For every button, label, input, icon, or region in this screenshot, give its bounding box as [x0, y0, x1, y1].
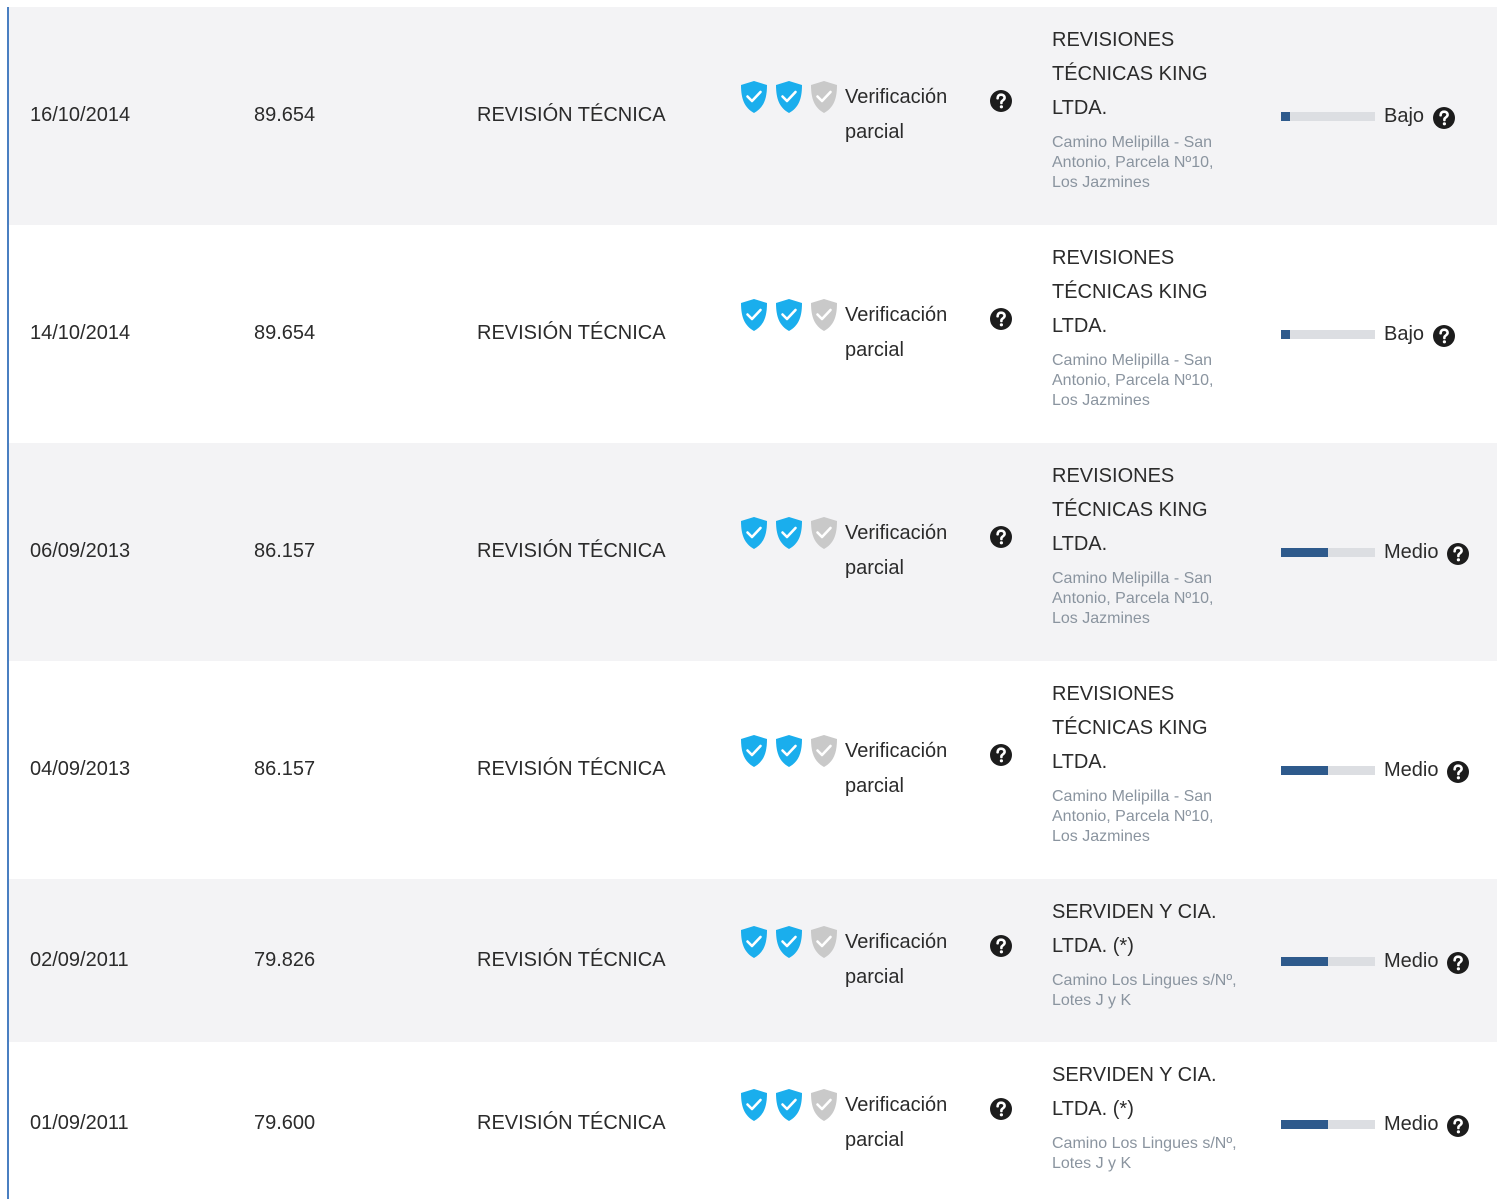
- shield-check-icon-unverified: [809, 734, 839, 768]
- company-cell: [1052, 1058, 1242, 1174]
- inspection-type-cell: REVISIÓN TÉCNICA: [477, 758, 666, 780]
- company-address: Camino Melipilla - San Antonio, Parcela Nº10, Los Jazmines: [1052, 570, 1214, 627]
- shield-check-icon-verified: [739, 734, 769, 768]
- risk-level-label: Medio: [1384, 758, 1439, 781]
- risk-level-bar: [1281, 1120, 1375, 1129]
- risk-level-bar: [1281, 112, 1375, 121]
- risk-level: [1281, 102, 1456, 130]
- risk-help-icon[interactable]: [1446, 1114, 1470, 1138]
- company-cell: [1052, 895, 1242, 1011]
- mileage-cell: 86.157: [254, 540, 316, 562]
- shield-check-icon-verified: [774, 925, 804, 959]
- risk-help-icon[interactable]: [1432, 106, 1456, 130]
- verification-shields: [739, 734, 839, 768]
- date-cell: 16/10/2014: [30, 104, 131, 126]
- risk-level-bar-fill: [1281, 957, 1328, 966]
- shield-check-icon-unverified: [809, 1088, 839, 1122]
- verification-shields: [739, 516, 839, 550]
- risk-level: [1281, 1110, 1470, 1138]
- verification-label: Verificación parcial: [845, 522, 948, 579]
- risk-level: [1281, 756, 1470, 784]
- mileage-cell: 79.826: [254, 949, 316, 971]
- company-name: SERVIDEN Y CIA. LTDA. (*): [1052, 901, 1217, 957]
- inspection-type-cell: REVISIÓN TÉCNICA: [477, 1112, 666, 1134]
- risk-level-label: Medio: [1384, 949, 1439, 972]
- mileage-cell: 89.654: [254, 322, 316, 344]
- company-name: REVISIONES TÉCNICAS KING LTDA.: [1052, 29, 1208, 119]
- risk-level-bar: [1281, 957, 1375, 966]
- mileage-cell: 86.157: [254, 758, 316, 780]
- table-row: [9, 879, 1497, 1042]
- verification-help-icon[interactable]: [989, 1097, 1013, 1121]
- verification-shields: [739, 80, 839, 114]
- risk-level: [1281, 538, 1470, 566]
- shield-check-icon-unverified: [809, 925, 839, 959]
- verification-help-icon[interactable]: [989, 743, 1013, 767]
- risk-level-bar-fill: [1281, 548, 1328, 557]
- risk-level-label: Bajo: [1384, 322, 1425, 345]
- date-cell: 14/10/2014: [30, 322, 131, 344]
- risk-help-icon[interactable]: [1432, 324, 1456, 348]
- company-address: Camino Los Lingues s/Nº, Lotes J y K: [1052, 1135, 1237, 1172]
- company-name: REVISIONES TÉCNICAS KING LTDA.: [1052, 465, 1208, 555]
- table-row: [9, 443, 1497, 661]
- verification-shields: [739, 925, 839, 959]
- risk-level-bar: [1281, 548, 1375, 557]
- risk-help-icon[interactable]: [1446, 542, 1470, 566]
- company-cell: [1052, 23, 1242, 193]
- risk-level-bar-fill: [1281, 330, 1290, 339]
- table-row: [9, 1042, 1497, 1199]
- inspection-history-table: [7, 7, 1497, 1199]
- date-cell: 01/09/2011: [30, 1112, 129, 1134]
- inspection-type-cell: REVISIÓN TÉCNICA: [477, 949, 666, 971]
- company-name: SERVIDEN Y CIA. LTDA. (*): [1052, 1064, 1217, 1120]
- shield-check-icon-verified: [774, 734, 804, 768]
- inspection-type-cell: REVISIÓN TÉCNICA: [477, 540, 666, 562]
- shield-check-icon-verified: [739, 80, 769, 114]
- risk-level-bar-fill: [1281, 1120, 1328, 1129]
- table-row: [9, 661, 1497, 879]
- mileage-cell: 89.654: [254, 104, 316, 126]
- verification-help-icon[interactable]: [989, 89, 1013, 113]
- company-name: REVISIONES TÉCNICAS KING LTDA.: [1052, 683, 1208, 773]
- company-address: Camino Melipilla - San Antonio, Parcela Nº10, Los Jazmines: [1052, 788, 1214, 845]
- company-address: Camino Los Lingues s/Nº, Lotes J y K: [1052, 972, 1237, 1009]
- verification-help-icon[interactable]: [989, 934, 1013, 958]
- shield-check-icon-verified: [739, 925, 769, 959]
- verification-label: Verificación parcial: [845, 86, 948, 143]
- shield-check-icon-unverified: [809, 80, 839, 114]
- risk-level-bar-fill: [1281, 766, 1328, 775]
- risk-level-bar: [1281, 330, 1375, 339]
- verification-help-icon[interactable]: [989, 525, 1013, 549]
- shield-check-icon-verified: [774, 298, 804, 332]
- company-name: REVISIONES TÉCNICAS KING LTDA.: [1052, 247, 1208, 337]
- risk-level: [1281, 320, 1456, 348]
- verification-label: Verificación parcial: [845, 740, 948, 797]
- verification-shields: [739, 298, 839, 332]
- shield-check-icon-verified: [774, 516, 804, 550]
- shield-check-icon-verified: [739, 1088, 769, 1122]
- risk-level-label: Bajo: [1384, 104, 1425, 127]
- inspection-type-cell: REVISIÓN TÉCNICA: [477, 104, 666, 126]
- mileage-cell: 79.600: [254, 1112, 316, 1134]
- company-address: Camino Melipilla - San Antonio, Parcela Nº10, Los Jazmines: [1052, 352, 1214, 409]
- verification-help-icon[interactable]: [989, 307, 1013, 331]
- risk-level-label: Medio: [1384, 1112, 1439, 1135]
- risk-level-bar-fill: [1281, 112, 1290, 121]
- verification-label: Verificación parcial: [845, 1094, 948, 1151]
- verification-shields: [739, 1088, 839, 1122]
- company-address: Camino Melipilla - San Antonio, Parcela Nº10, Los Jazmines: [1052, 134, 1214, 191]
- date-cell: 06/09/2013: [30, 540, 131, 562]
- verification-label: Verificación parcial: [845, 304, 948, 361]
- company-cell: [1052, 241, 1242, 411]
- date-cell: 04/09/2013: [30, 758, 131, 780]
- company-cell: [1052, 459, 1242, 629]
- verification-label: Verificación parcial: [845, 931, 948, 988]
- company-cell: [1052, 677, 1242, 847]
- table-row: [9, 7, 1497, 225]
- risk-level-label: Medio: [1384, 540, 1439, 563]
- shield-check-icon-verified: [774, 1088, 804, 1122]
- shield-check-icon-unverified: [809, 298, 839, 332]
- shield-check-icon-verified: [739, 298, 769, 332]
- shield-check-icon-verified: [739, 516, 769, 550]
- inspection-type-cell: REVISIÓN TÉCNICA: [477, 322, 666, 344]
- risk-help-icon[interactable]: [1446, 760, 1470, 784]
- table-row: [9, 225, 1497, 443]
- risk-help-icon[interactable]: [1446, 951, 1470, 975]
- risk-level: [1281, 947, 1470, 975]
- shield-check-icon-verified: [774, 80, 804, 114]
- date-cell: 02/09/2011: [30, 949, 129, 971]
- risk-level-bar: [1281, 766, 1375, 775]
- shield-check-icon-unverified: [809, 516, 839, 550]
